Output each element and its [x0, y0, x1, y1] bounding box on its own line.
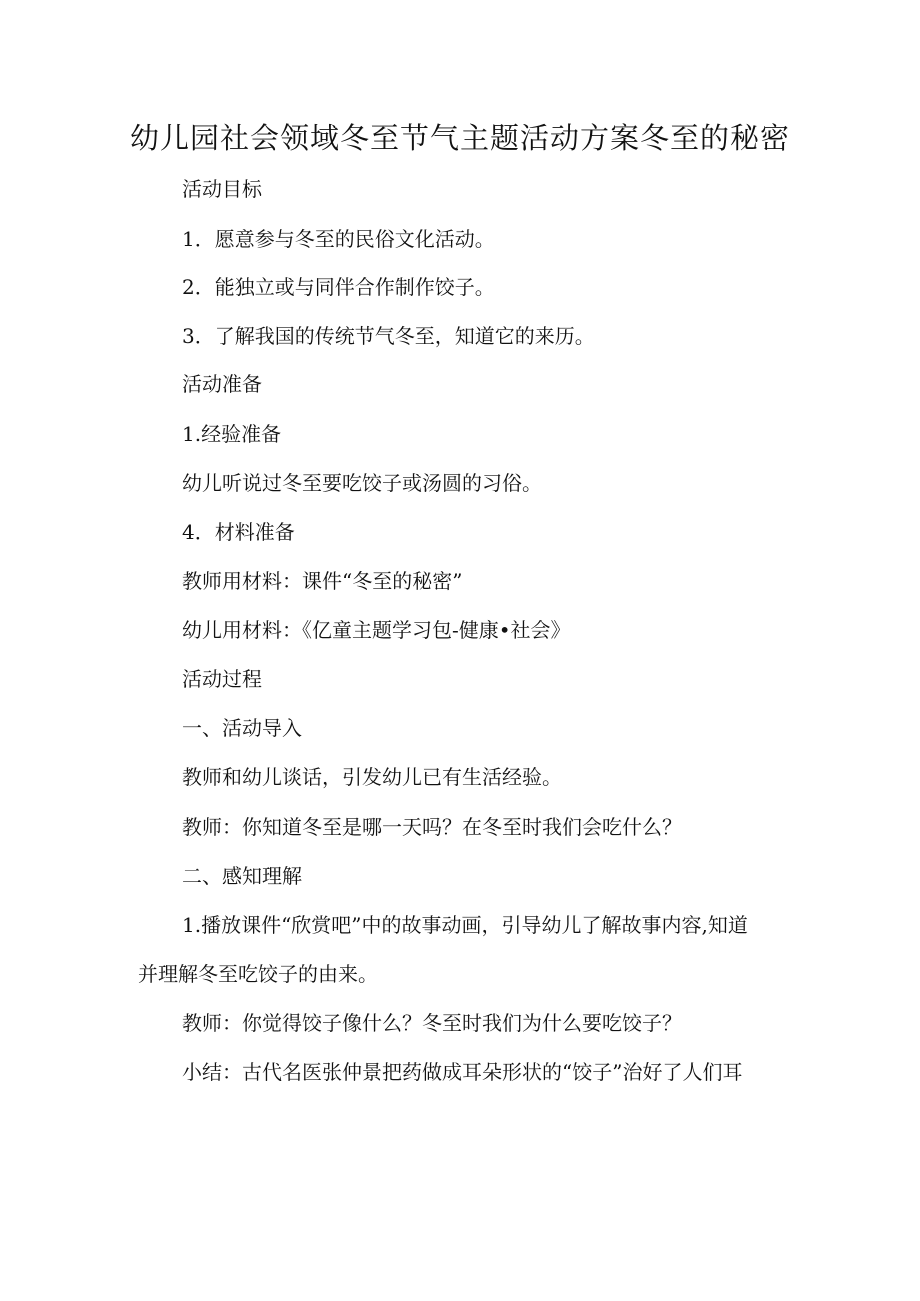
paragraph-text: 教师：你知道冬至是哪一天吗？在冬至时我们会吃什么？ [182, 815, 682, 839]
paragraph-text: 1.播放课件“欣赏吧”中的故事动画，引导幼儿了解故事内容,知道 [182, 913, 748, 937]
paragraph-text: 教师用材料：课件“冬至的秘密” [182, 569, 463, 593]
section-heading-preparation: 活动准备 [182, 372, 262, 396]
paragraph-text: 教师：你觉得饺子像什么？冬至时我们为什么要吃饺子？ [182, 1011, 682, 1035]
preparation-item-materials: 4．材料准备 [182, 520, 295, 544]
section-heading-goals: 活动目标 [182, 177, 262, 201]
paragraph-text-continued: 并理解冬至吃饺子的由来。 [138, 962, 378, 986]
goal-item-2: 2．能独立或与同伴合作制作饺子。 [182, 275, 495, 299]
preparation-item-experience: 1.经验准备 [182, 422, 282, 446]
paragraph-text: 教师和幼儿谈话，引发幼儿已有生活经验。 [182, 765, 562, 789]
goal-item-3: 3．了解我国的传统节气冬至，知道它的来历。 [182, 324, 595, 348]
subsection-heading-perception: 二、感知理解 [182, 864, 302, 888]
paragraph-text: 幼儿用材料：《亿童主题学习包-健康•社会》 [182, 618, 571, 642]
paragraph-text: 小结：古代名医张仲景把药做成耳朵形状的“饺子”治好了人们耳 [182, 1060, 743, 1084]
document-title: 幼儿园社会领域冬至节气主题活动方案冬至的秘密 [129, 121, 790, 155]
section-heading-process: 活动过程 [182, 667, 262, 691]
paragraph-text: 幼儿听说过冬至要吃饺子或汤圆的习俗。 [182, 471, 542, 495]
goal-item-1: 1．愿意参与冬至的民俗文化活动。 [182, 227, 495, 251]
subsection-heading-intro: 一、活动导入 [182, 716, 302, 740]
